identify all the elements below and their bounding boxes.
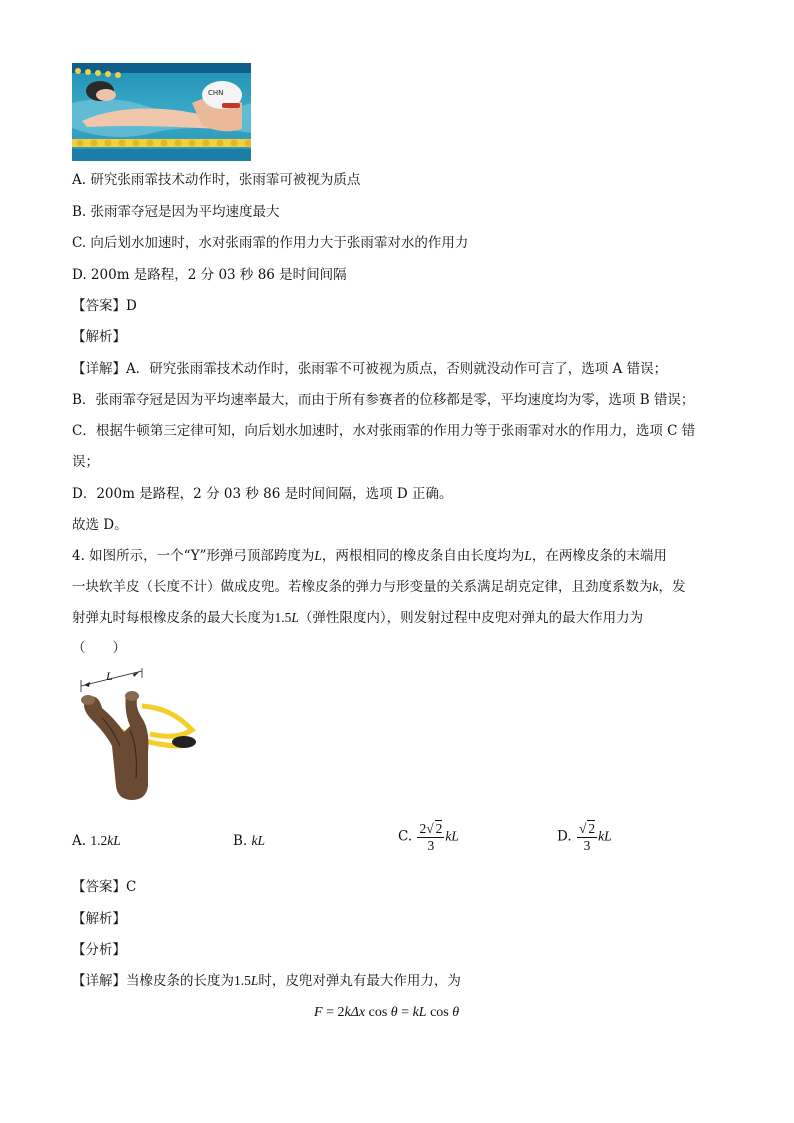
- q3-detail-b: B．张雨霏夺冠是因为平均速率最大，而由于所有参赛者的位移都是零，平均速度均为零，选项 B 错误；: [72, 392, 695, 408]
- figure-label-L: L: [106, 669, 113, 683]
- q3-detail-c1: C．根据牛顿第三定律可知，向后划水加速时，水对张雨霏的作用力等于张雨霏对水的作用力，选项 C 错: [72, 423, 696, 439]
- svg-text:CHN: CHN: [208, 89, 224, 97]
- q4-answer: 【答案】C: [72, 879, 137, 895]
- q4-stem-line2: 一块软羊皮（长度不计）做成皮兜。若橡皮条的弹力与形变量的关系满足胡克定律，且劲度系数为k，发: [72, 579, 686, 595]
- q3-option-d: D. 200m 是路程，2 分 03 秒 86 是时间间隔: [72, 267, 347, 283]
- swimmer-photo: [72, 63, 251, 161]
- q3-detail-c2: 误；: [72, 454, 99, 470]
- slingshot-figure: [72, 668, 206, 808]
- q3-option-a: A. 研究张雨霏技术动作时，张雨霏可被视为质点: [72, 172, 361, 188]
- q4-option-a: A. 1.2kL: [72, 833, 121, 849]
- q4-option-d: D. $\frac{√ 2}{3}$ kL: [557, 821, 612, 853]
- q4-analysis-label: 【解析】: [72, 911, 126, 927]
- q3-conclusion: 故选 D。: [72, 517, 128, 533]
- q4-analysis2-label: 【分析】: [72, 942, 126, 958]
- option-c-fraction: $\frac{2√ 2}{3}$: [419, 821, 443, 853]
- q4-stem-line1: 4. 如图所示，一个“Y”形弹弓顶部跨度为L，两根相同的橡皮条自由长度均为L，在两橡皮条的末端用: [72, 548, 667, 564]
- option-d-fraction: $\frac{√ 2}{3}$: [578, 821, 596, 853]
- q4-option-b: B. kL: [233, 833, 266, 849]
- q3-analysis-label: 【解析】: [72, 329, 126, 345]
- q3-option-b: B. 张雨霏夺冠是因为平均速度最大: [72, 204, 280, 220]
- q3-option-c: C. 向后划水加速时，水对张雨霏的作用力大于张雨霏对水的作用力: [72, 235, 469, 251]
- q3-answer: 【答案】D: [72, 298, 137, 314]
- q3-detail-d: D．200m 是路程，2 分 03 秒 86 是时间间隔，选项 D 正确。: [72, 486, 453, 502]
- q3-detail-a: 【详解】A．研究张雨霏技术动作时，张雨霏不可被视为质点，否则就没动作可言了，选项 A 错误；: [72, 361, 668, 377]
- q4-stem-line4: （ ）: [72, 640, 126, 656]
- q4-stem-line3: 射弹丸时每根橡皮条的最大长度为1.5L（弹性限度内），则发射过程中皮兜对弹丸的最大作用力为: [72, 610, 644, 626]
- q4-option-c: C. $\frac{2√ 2}{3}$ kL: [398, 821, 459, 853]
- q4-equation: F = 2kΔx cos θ = kL cos θ: [314, 1005, 460, 1020]
- q4-detail: 【详解】当橡皮条的长度为1.5L时，皮兜对弹丸有最大作用力，为: [72, 973, 461, 989]
